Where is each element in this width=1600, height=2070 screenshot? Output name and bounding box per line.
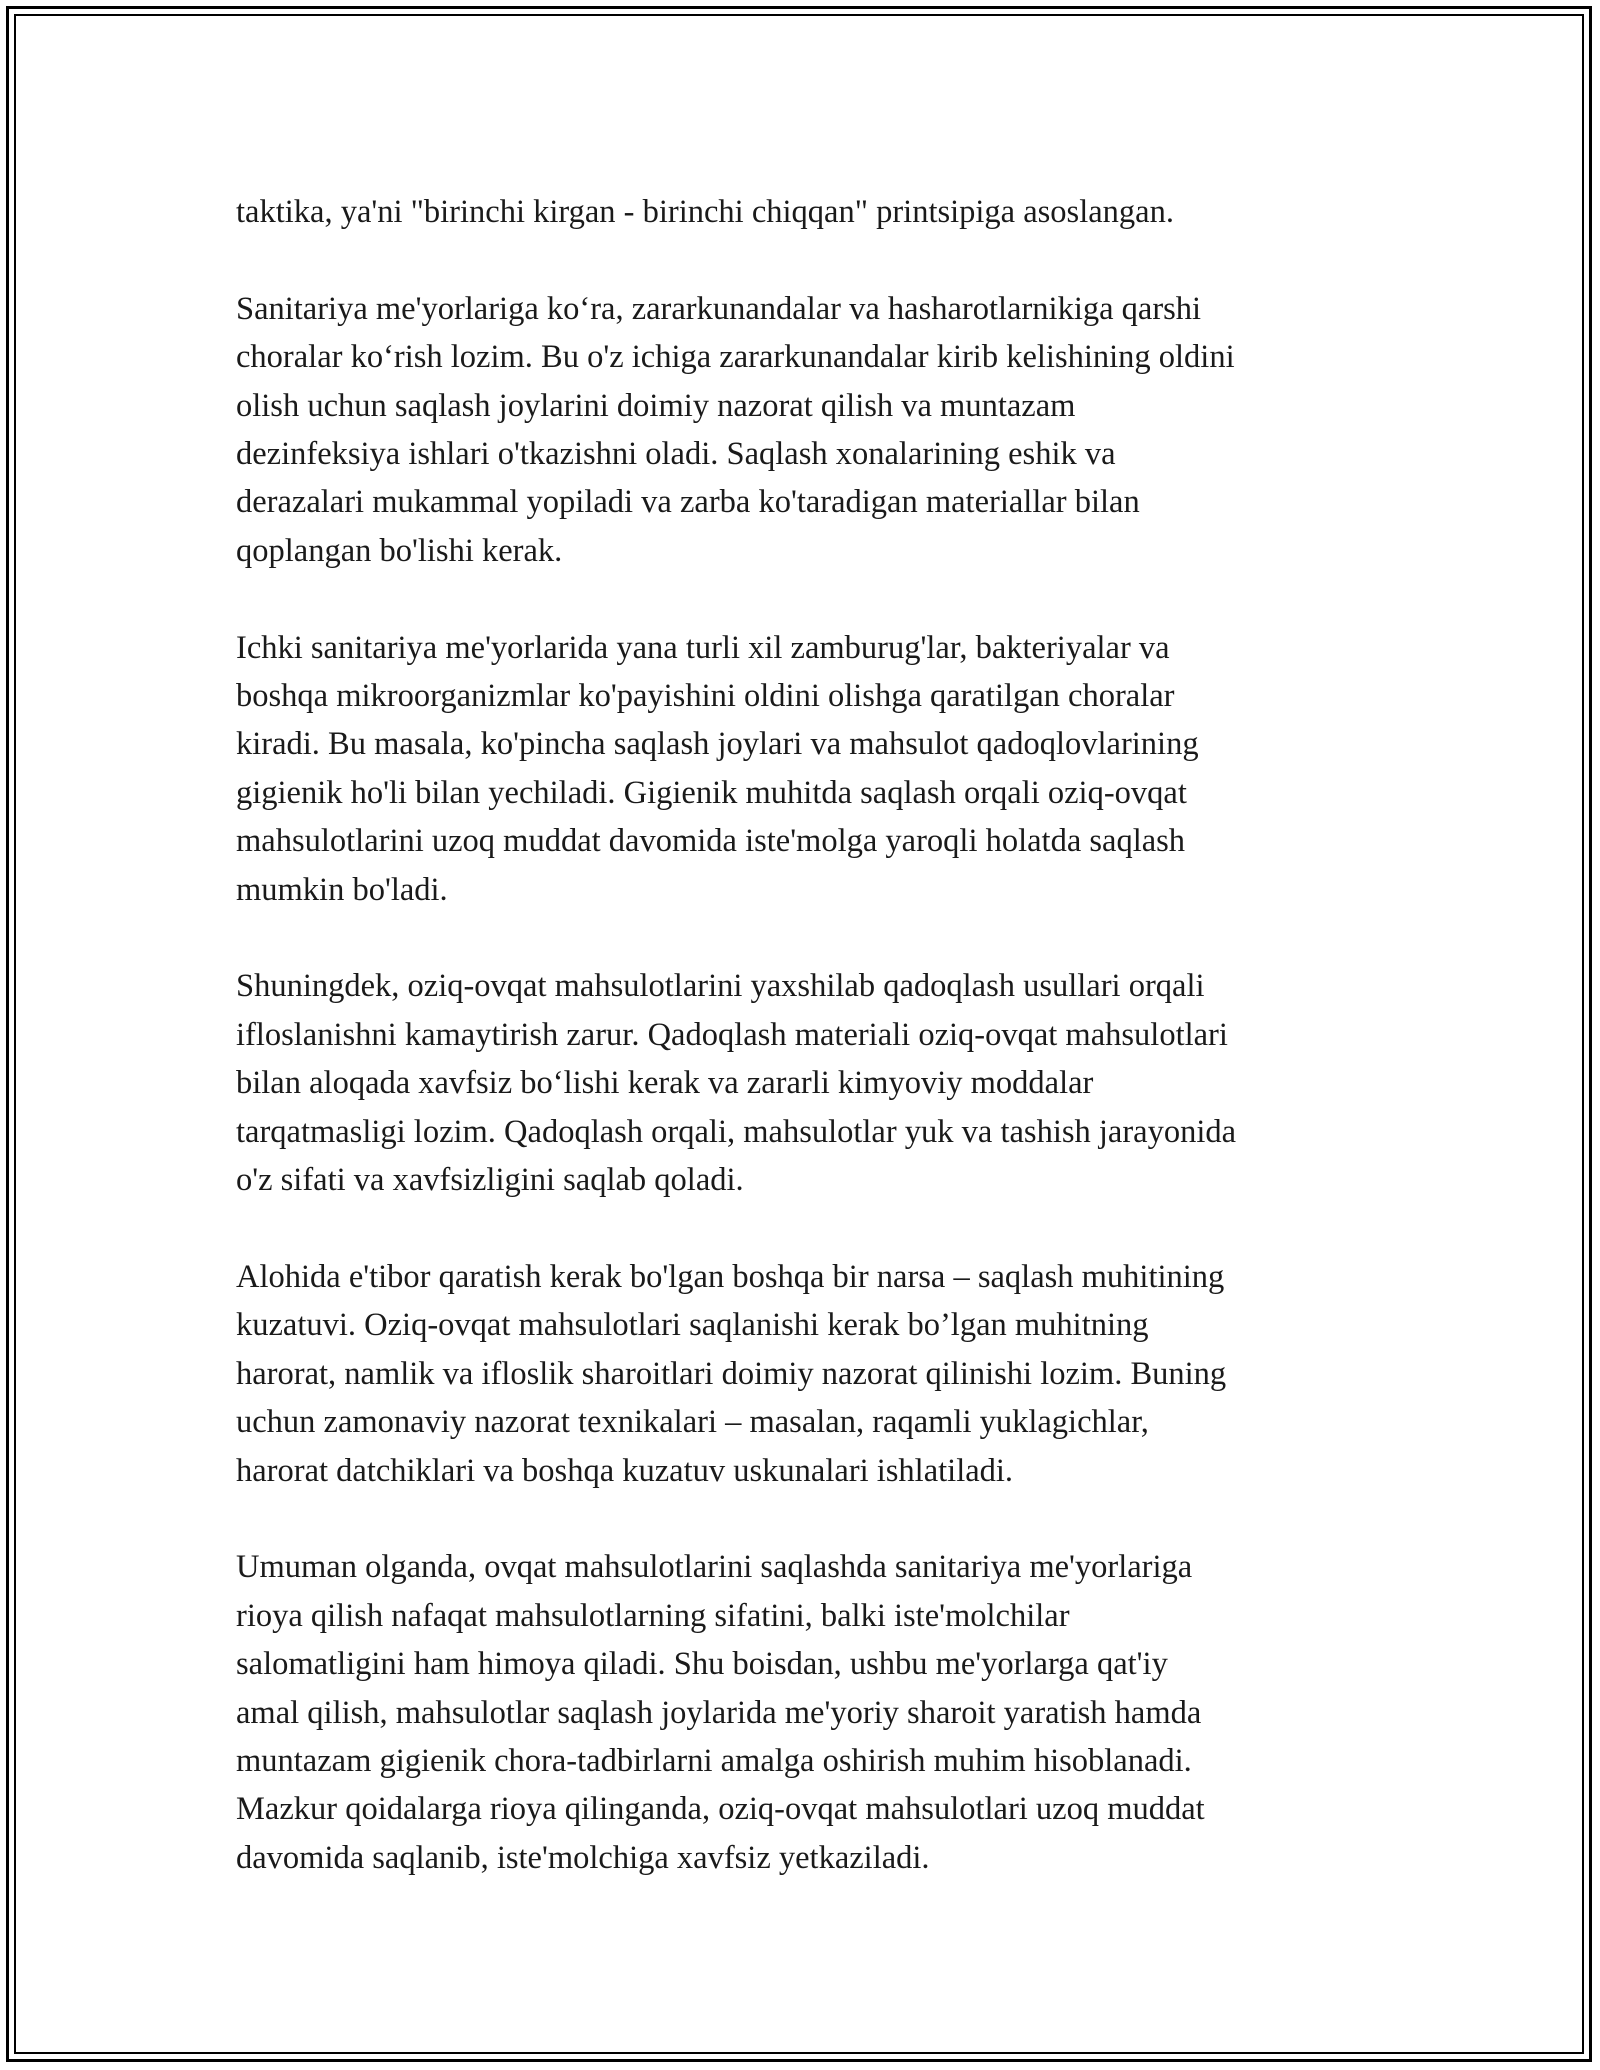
document-body xyxy=(236,188,1372,1882)
paragraph-conclusion: Umuman olganda, ovqat mahsulotlarini saqlashda sanitariya me'yorlariga rioya qilish nafaqat mahsulotlarning sifatini, balki iste'molchilar salomatligini ham himoya qiladi. Shu boisdan, ushbu me'yorlarga qat'iy amal qilish, mahsulotlar saqlash joylarida me'yoriy sharoit yaratish hamda muntazam gigienik chora-tadbirlarni amalga oshirish muhim hisoblanadi. Mazkur qoidalarga rioya qilinganda, oziq-ovqat mahsulotlari uzoq muddat davomida saqlanib, iste'molchiga xavfsiz yetkaziladi. xyxy=(236,1549,1205,1876)
paragraph-fifo-tactic: taktika, ya'ni "birinchi kirgan - birinchi chiqqan" printsipiga asoslangan. xyxy=(236,194,1174,230)
paragraph-internal-sanitation: Ichki sanitariya me'yorlarida yana turli xil zamburug'lar, bakteriyalar va boshqa mikroorganizmlar ko'payishini oldini olishga qaratilgan choralar kiradi. Bu masala, ko'pincha saqlash joylari va mahsulot qadoqlovlarining gigienik ho'li bilan yechiladi. Gigienik muhitda saqlash orqali oziq-ovqat mahsulotlarini uzoq muddat davomida iste'molga yaroqli holatda saqlash mumkin bo'ladi. xyxy=(236,629,1199,908)
paragraph-environment-monitoring: Alohida e'tibor qaratish kerak bo'lgan boshqa bir narsa – saqlash muhitining kuzatuvi. Oziq-ovqat mahsulotlari saqlanishi kerak bo’lgan muhitning harorat, namlik va ifloslik sharoitlari doimiy nazorat qilinishi lozim. Buning uchun zamonaviy nazorat texnikalari – masalan, raqamli yuklagichlar, harorat datchiklari va boshqa kuzatuv uskunalari ishlatiladi. xyxy=(236,1258,1227,1489)
paragraph-pest-control: Sanitariya me'yorlariga koʻra, zararkunandalar va hasharotlarnikiga qarshi choralar koʻrish lozim. Bu o'z ichiga zararkunandalar kirib kelishining oldini olish uchun saqlash joylarini doimiy nazorat qilish va muntazam dezinfeksiya ishlari o'tkazishni oladi. Saqlash xonalarining eshik va derazalari mukammal yopiladi va zarba ko'taradigan materiallar bilan qoplangan bo'lishi kerak. xyxy=(236,290,1235,569)
paragraph-packaging: Shuningdek, oziq-ovqat mahsulotlarini yaxshilab qadoqlash usullari orqali ifloslanishni kamaytirish zarur. Qadoqlash materiali oziq-ovqat mahsulotlari bilan aloqada xavfsiz boʻlishi kerak va zararli kimyoviy moddalar tarqatmasligi lozim. Qadoqlash orqali, mahsulotlar yuk va tashish jarayonida o'z sifati va xavfsizligini saqlab qoladi. xyxy=(236,968,1237,1199)
